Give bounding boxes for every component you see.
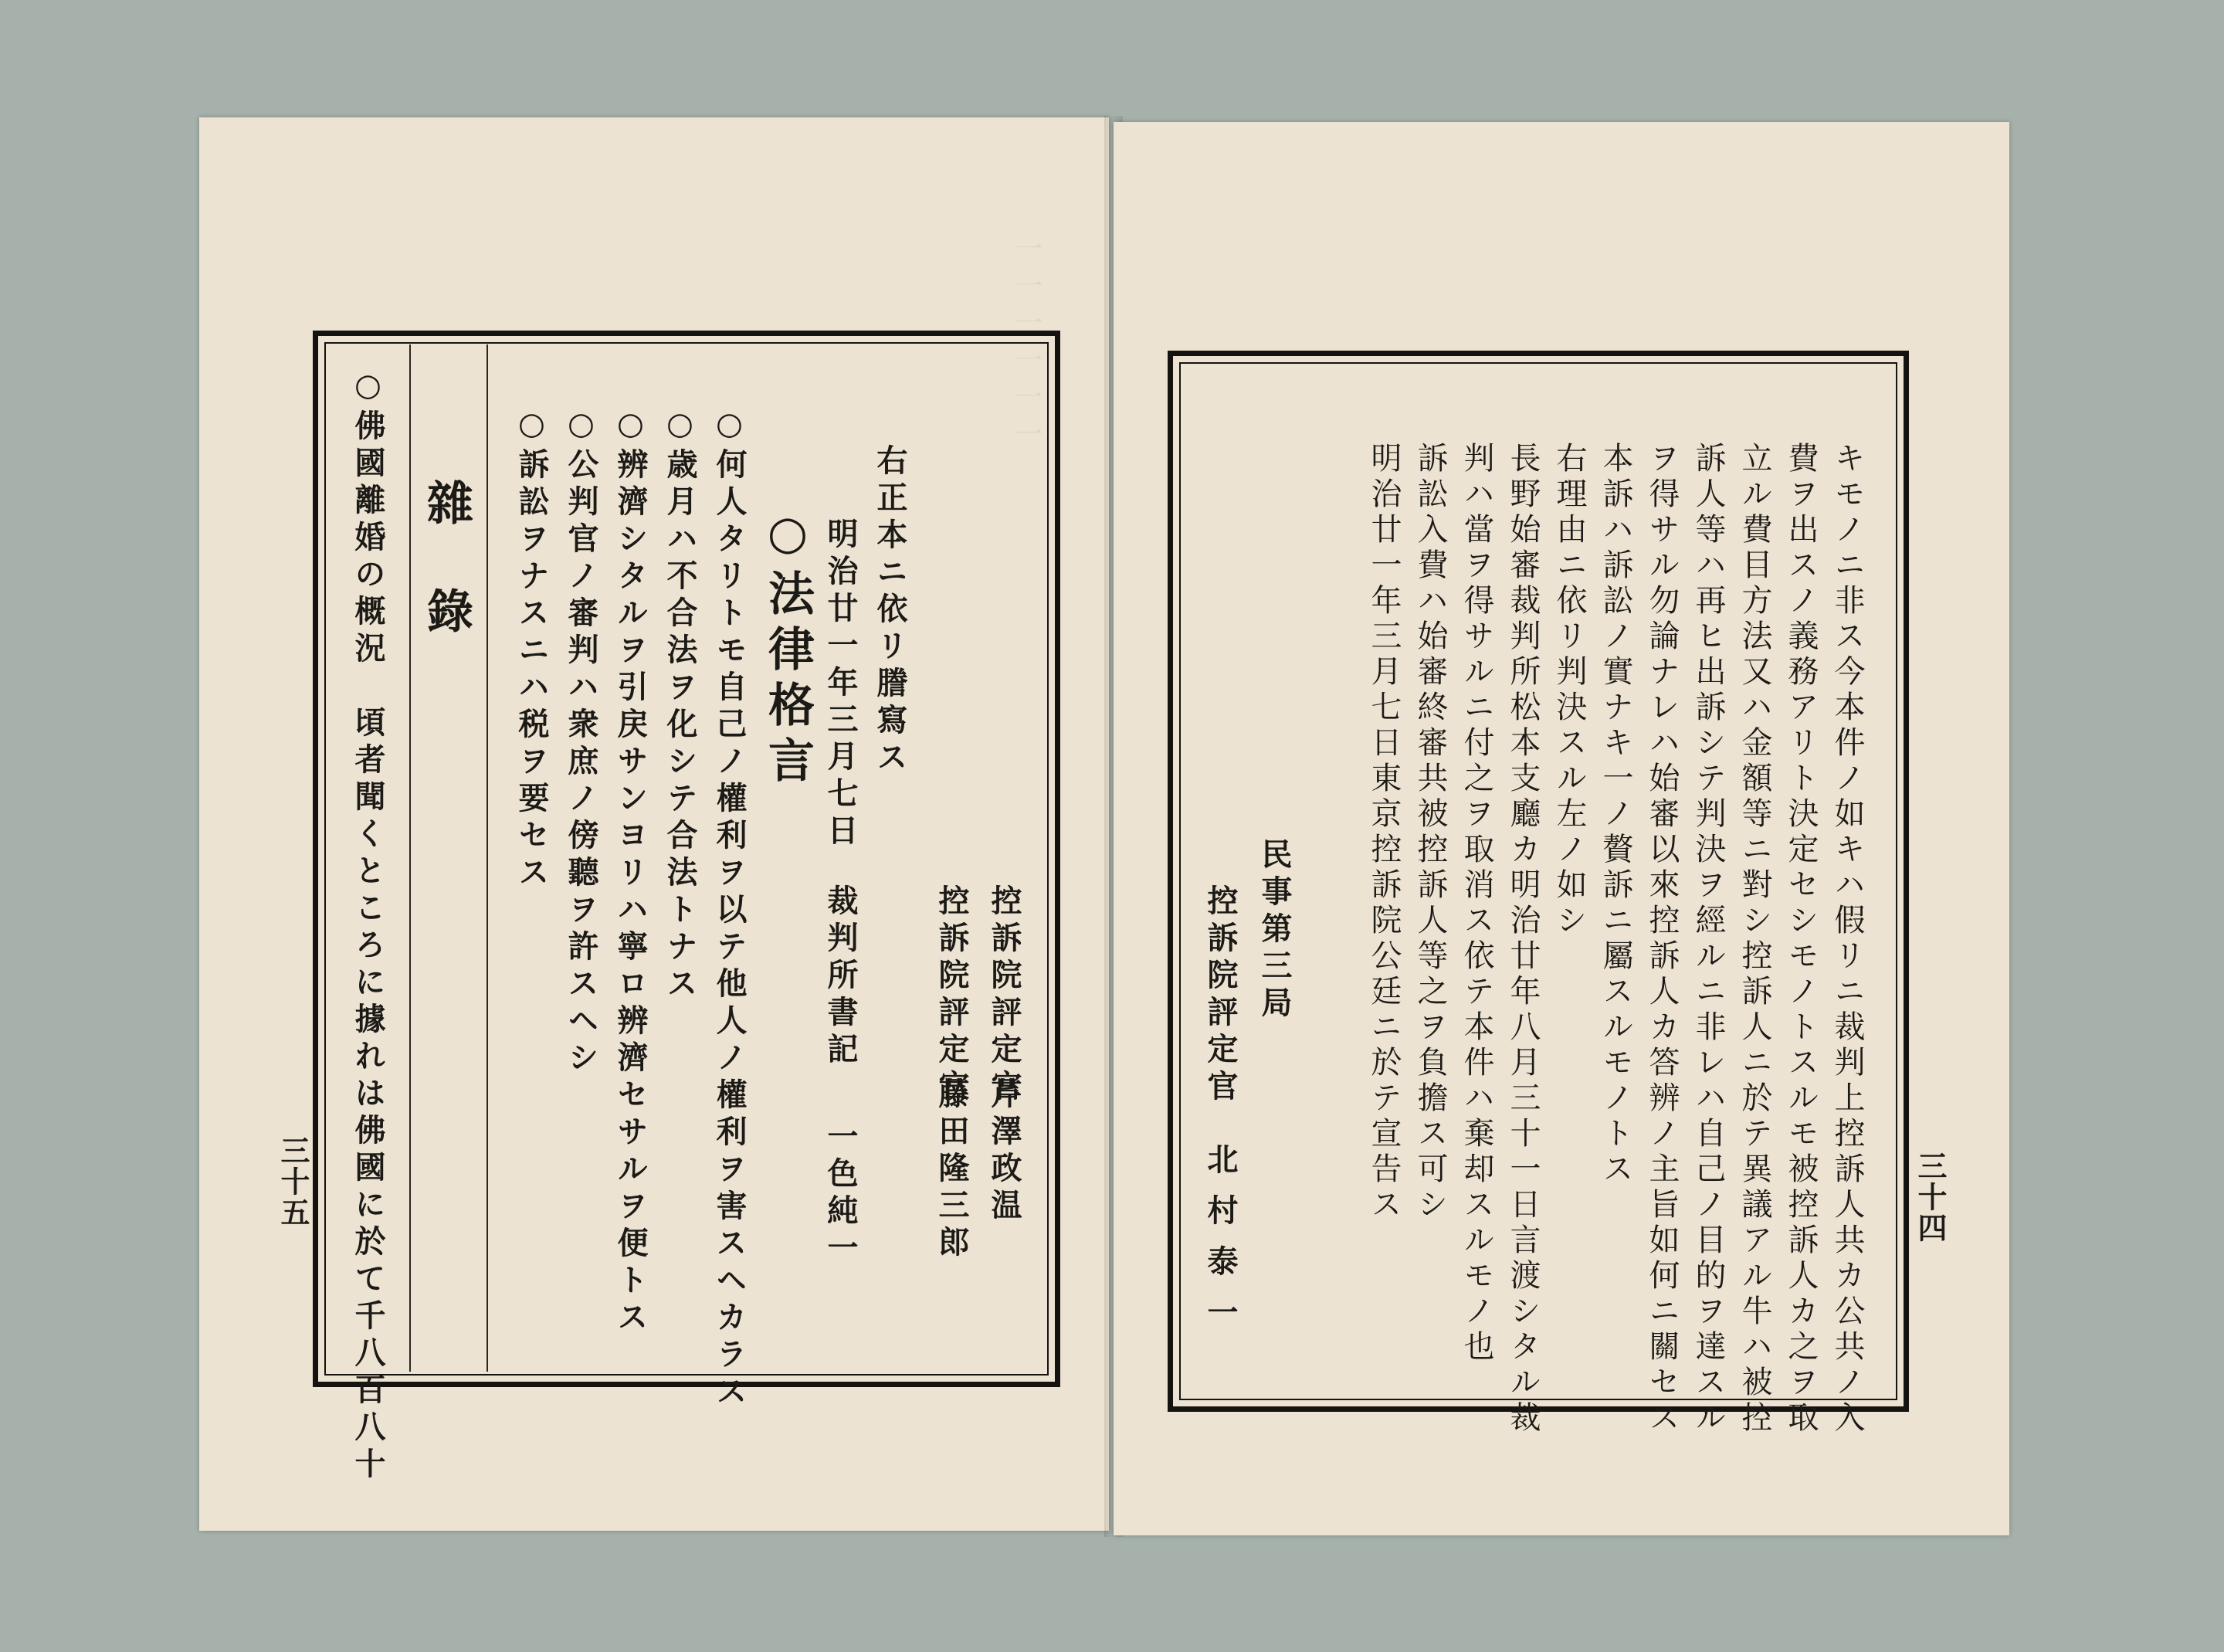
judge-1-name: 芹澤政温 bbox=[986, 1077, 1022, 1226]
clerk-title: 裁判所書記 bbox=[822, 884, 859, 1070]
judge-2-name: 藤田隆三郎 bbox=[934, 1077, 970, 1263]
page-number-right: 三十四 bbox=[1913, 1151, 1948, 1243]
judgment-text-column: ヲ得サル勿論ナレハ始審以來控訴人カ答辨ノ主旨如何ニ關セス bbox=[1644, 442, 1680, 1437]
page-number-left: 三十五 bbox=[276, 1135, 310, 1228]
show-through-text: 一一一一一一 bbox=[1009, 233, 1042, 456]
misc-divider-line-2 bbox=[409, 344, 411, 1372]
misc-article-line: ○佛國離婚の概況 頃者聞くところに據れは佛國に於て千八百八十 bbox=[350, 367, 386, 1484]
judge-2-title: 控訴院評定官 bbox=[934, 884, 970, 1107]
judgment-text-column: キモノニ非ス今本件ノ如キハ假リニ裁判上控訴人共カ公共ノ入 bbox=[1829, 442, 1865, 1437]
misc-heading: 雜錄 bbox=[419, 479, 473, 695]
maxim-item: ○公判官ノ審判ハ衆庶ノ傍聽ヲ許スヘシ bbox=[563, 405, 599, 1078]
bureau-label: 民事第三局 bbox=[1256, 838, 1293, 1023]
maxim-item: ○訴訟ヲナスニハ税ヲ要セス bbox=[514, 405, 550, 893]
judgment-text-column: 本訴ハ訴訟ノ實ナキ一ノ贅訴ニ屬スルモノトス bbox=[1598, 442, 1633, 1188]
copy-note: 右正本ニ依リ謄寫ス bbox=[872, 444, 908, 778]
maxim-item: ○歳月ハ不合法ヲ化シテ合法トナス bbox=[662, 405, 698, 1004]
judgment-text-column: 訴人等ハ再ヒ出訴シテ判決ヲ經ルニ非レハ自己ノ目的ヲ達スル bbox=[1690, 442, 1726, 1437]
judge-1-title: 控訴院評定官 bbox=[986, 884, 1022, 1107]
judgment-text-column: 右理由ニ依リ判決スル左ノ如シ bbox=[1551, 442, 1587, 939]
maxims-heading: ○法律格言 bbox=[761, 506, 815, 792]
maxim-item: ○何人タリトモ自己ノ權利ヲ以テ他人ノ權利ヲ害スヘカラス bbox=[711, 405, 748, 1412]
judgment-text-column: 費ヲ出スノ義務アリト決定セシモノトスルモ被控訴人カ之ヲ取 bbox=[1783, 442, 1819, 1437]
judgment-text-column: 判ハ當ヲ得サルニ付之ヲ取消ス依テ本件ハ棄却スルモノ也 bbox=[1459, 442, 1494, 1365]
judgment-text-column: 長野始審裁判所松本支廳カ明治廿年八月三十一日言渡シタル裁 bbox=[1505, 442, 1541, 1437]
judgment-text-column: 訴訟入費ハ始審終審共被控訴人等之ヲ負擔ス可シ bbox=[1412, 442, 1448, 1223]
judgment-text-column: 立ル費目方法又ハ金額等ニ對シ控訴人ニ於テ異議アル牛ハ被控 bbox=[1737, 442, 1772, 1437]
judgment-date: 明治廿一年三月七日 bbox=[822, 517, 859, 851]
judge-title: 控訴院評定官 bbox=[1202, 884, 1239, 1107]
maxim-item: ○辨濟シタルヲ引戻サンヨリハ寧ロ辨濟セサルヲ便トス bbox=[612, 405, 649, 1338]
misc-divider-line bbox=[486, 344, 488, 1372]
judgment-text-column: 明治廿一年三月七日東京控訴院公廷ニ於テ宣告ス bbox=[1366, 442, 1402, 1223]
judge-name: 北村泰一 bbox=[1202, 1143, 1239, 1347]
clerk-name: 一色純一 bbox=[822, 1120, 859, 1268]
